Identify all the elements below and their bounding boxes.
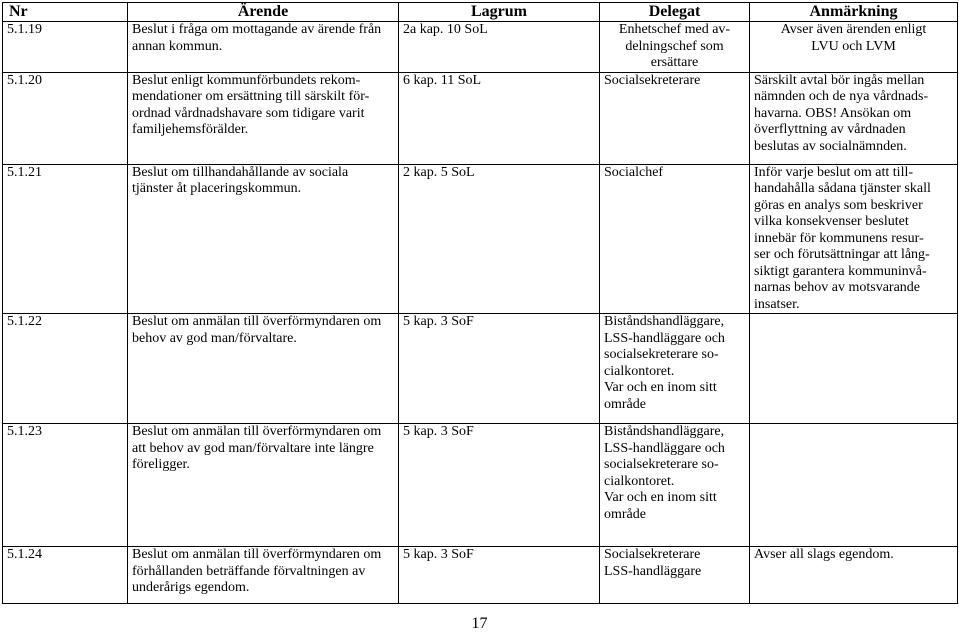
- cell-line: att behov av god man/förvaltare inte längre: [132, 440, 374, 456]
- cell-line: siktigt garantera kommuninvå-: [754, 263, 927, 279]
- cell-lagrum: [399, 314, 600, 424]
- cell-line: Var och en inom sitt: [604, 380, 717, 395]
- page-number: 17: [471, 615, 488, 632]
- cell-line: Beslut om anmälan till överförmyndaren om: [132, 547, 382, 562]
- cell-line: Socialsekreterare: [604, 72, 701, 88]
- cell-arende: [128, 164, 399, 314]
- cell-line: socialsekreterare so-: [604, 457, 719, 472]
- cell-delegat: [600, 22, 750, 73]
- cell-line: Beslut i fråga om mottagande av ärende från: [132, 22, 382, 37]
- cell-nr: 5.1.19: [3, 22, 128, 73]
- cell-line: 6 kap. 11 SoL: [403, 72, 482, 88]
- cell-line: beslutas av socialnämnden.: [754, 138, 907, 154]
- cell-nr: 5.1.23: [3, 424, 128, 547]
- cell-line: LSS-handläggare: [604, 563, 702, 579]
- cell-line: Socialchef: [604, 164, 664, 180]
- header-nr: Nr: [3, 3, 128, 22]
- cell-anmarkning: [750, 424, 958, 547]
- table-header-row: [3, 3, 958, 22]
- table-body: [3, 22, 958, 604]
- cell-line: Var och en inom sitt: [604, 490, 717, 505]
- cell-line: Enhetschef med av-: [618, 22, 731, 37]
- cell-delegat: [600, 547, 750, 604]
- cell-line: LSS-handläggare och: [604, 440, 725, 456]
- cell-arende: [128, 547, 399, 604]
- cell-lagrum: [399, 72, 600, 164]
- cell-lagrum: [399, 22, 600, 73]
- cell-lagrum: [399, 547, 600, 604]
- cell-delegat: [600, 314, 750, 424]
- cell-anmarkning: [750, 22, 958, 73]
- cell-line: ser och förutsättningar att lång-: [754, 247, 930, 262]
- cell-line: göras en analys som beskriver: [754, 197, 923, 213]
- cell-line: insatser.: [754, 296, 800, 312]
- cell-anmarkning: [750, 547, 958, 604]
- cell-arende: [128, 22, 399, 73]
- cell-line: Avser även ärenden enligt: [780, 22, 927, 37]
- cell-anmarkning: [750, 72, 958, 164]
- cell-line: havarna. OBS! Ansökan om: [754, 105, 912, 121]
- cell-line: område: [604, 396, 646, 412]
- cell-line: ersättare: [650, 55, 699, 70]
- cell-line: LVU och LVM: [811, 38, 896, 54]
- cell-line: Beslut om anmälan till överförmyndaren om: [132, 424, 382, 439]
- cell-arende: [128, 314, 399, 424]
- delegation-table: [2, 2, 958, 604]
- cell-line: föreligger.: [132, 457, 190, 472]
- cell-line: cialkontoret.: [604, 363, 675, 379]
- cell-lagrum: [399, 164, 600, 314]
- cell-arende: [128, 72, 399, 164]
- cell-line: Inför varje beslut om att till-: [754, 164, 914, 180]
- cell-line: Beslut om anmälan till överförmyndaren om: [132, 314, 382, 329]
- cell-line: Biståndshandläggare,: [604, 424, 725, 439]
- table-row: [3, 424, 958, 547]
- table-row: [3, 164, 958, 314]
- cell-delegat: [600, 424, 750, 547]
- cell-nr: 5.1.20: [3, 72, 128, 164]
- cell-nr: 5.1.24: [3, 547, 128, 604]
- cell-line: handahålla sådana tjänster skall: [754, 181, 931, 196]
- table-row: [3, 72, 958, 164]
- cell-line: vilka konsekvenser beslutet: [754, 214, 909, 229]
- cell-line: Biståndshandläggare,: [604, 314, 725, 329]
- cell-line: Beslut om tillhandahållande av sociala: [132, 164, 349, 180]
- cell-line: delningschef som: [625, 38, 724, 54]
- cell-line: 5 kap. 3 SoF: [403, 424, 474, 439]
- table-row: [3, 547, 958, 604]
- header-lagrum: Lagrum: [399, 3, 600, 22]
- header-anmarkning: Anmärkning: [750, 3, 958, 22]
- cell-line: mendationer om ersättning till särskilt för-: [132, 89, 370, 104]
- cell-line: familjehemsförälder.: [132, 122, 249, 137]
- cell-arende: [128, 424, 399, 547]
- cell-line: tjänster åt placeringskommun.: [132, 181, 302, 196]
- cell-line: socialsekreterare so-: [604, 347, 719, 362]
- cell-nr: 5.1.21: [3, 164, 128, 314]
- cell-delegat: [600, 72, 750, 164]
- table-row: [3, 314, 958, 424]
- cell-line: 2 kap. 5 SoL: [403, 164, 475, 180]
- cell-line: område: [604, 506, 646, 522]
- cell-line: narnas behov av motsvarande: [754, 280, 920, 295]
- cell-line: LSS-handläggare och: [604, 330, 725, 346]
- cell-line: ordnad vårdnadshavare som tidigare varit: [132, 105, 365, 121]
- cell-line: Avser all slags egendom.: [754, 547, 894, 562]
- cell-line: innebär för kommunens resur-: [754, 230, 924, 246]
- header-arende: Ärende: [128, 3, 399, 22]
- header-delegat: Delegat: [600, 3, 750, 22]
- cell-line: annan kommun.: [132, 38, 223, 54]
- cell-nr: 5.1.22: [3, 314, 128, 424]
- cell-line: 5 kap. 3 SoF: [403, 314, 474, 329]
- cell-line: överflyttning av vårdnaden: [754, 122, 906, 137]
- cell-line: 2a kap. 10 SoL: [403, 22, 488, 37]
- cell-line: nämnden och de nya vårdnads-: [754, 89, 929, 104]
- cell-line: behov av god man/förvaltare.: [132, 330, 297, 346]
- table-row: [3, 22, 958, 73]
- cell-anmarkning: [750, 164, 958, 314]
- cell-line: Socialsekreterare: [604, 547, 701, 562]
- cell-line: underårigs egendom.: [132, 580, 250, 595]
- cell-line: Beslut enligt kommunförbundets rekom-: [132, 72, 361, 88]
- cell-line: cialkontoret.: [604, 473, 675, 489]
- cell-line: 5 kap. 3 SoF: [403, 547, 474, 562]
- cell-line: förhållanden beträffande förvaltningen av: [132, 563, 366, 579]
- cell-anmarkning: [750, 314, 958, 424]
- cell-lagrum: [399, 424, 600, 547]
- cell-line: Särskilt avtal bör ingås mellan: [754, 72, 925, 88]
- cell-delegat: [600, 164, 750, 314]
